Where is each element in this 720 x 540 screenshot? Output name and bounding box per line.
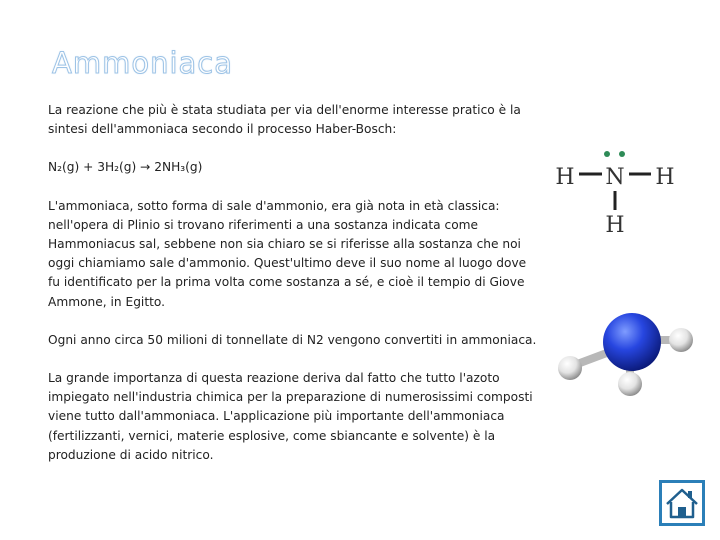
lewis-atom-h-bottom: H bbox=[605, 213, 625, 238]
history-paragraph: L'ammoniaca, sotto forma di sale d'ammonio, era già nota in età classica: nell'opera di Plinio si trovano riferimenti a una sostanza indicata come Hammoniacus sal, sebbene non sia chiaro se si riferisse alla sostanza che noi oggi chiamiamo sale d'ammonio. Quest'ultimo deve il suo nome al luogo dove fu identificato per la prima volta come sostanza a sé, e cioè il tempio di Giove Ammone, in Egitto. bbox=[48, 198, 527, 309]
production-paragraph: Ogni anno circa 50 milioni di tonnellate di N2 vengono convertiti in ammoniaca. bbox=[48, 332, 537, 347]
lone-pair-dot-right bbox=[619, 151, 625, 157]
lewis-atom-h-right: H bbox=[655, 165, 675, 190]
lewis-structure bbox=[545, 140, 695, 240]
model-nitrogen bbox=[603, 313, 661, 371]
lewis-atom-h-left: H bbox=[555, 165, 575, 190]
home-button[interactable] bbox=[659, 480, 705, 526]
importance-paragraph: La grande importanza di questa reazione deriva dal fatto che tutto l'azoto impiegato nell'industria chimica per la preparazione di numerosissimi composti viene tutto dall'ammoniaca. L'applicazione più importante dell'ammoniaca (fertilizzanti, vernici, materie esplosive, come sbiancante e solvente) è la produzione di acido nitrico. bbox=[48, 371, 533, 462]
body-text bbox=[48, 101, 538, 484]
model-hydrogen-bottom bbox=[618, 372, 642, 396]
ball-and-stick-model bbox=[550, 300, 705, 410]
slide-title: Ammoniaca bbox=[52, 46, 234, 80]
lewis-atom-n: N bbox=[605, 165, 625, 190]
lone-pair-dot-left bbox=[604, 151, 610, 157]
reaction-equation: N₂(g) + 3H₂(g) → 2NH₃(g) bbox=[48, 160, 203, 175]
model-hydrogen-right bbox=[669, 328, 693, 352]
intro-paragraph: La reazione che più è stata studiata per via dell'enorme interesse pratico è la sintesi dell'ammoniaca secondo il processo Haber-Bosch: bbox=[48, 103, 521, 137]
model-hydrogen-left bbox=[558, 356, 582, 380]
